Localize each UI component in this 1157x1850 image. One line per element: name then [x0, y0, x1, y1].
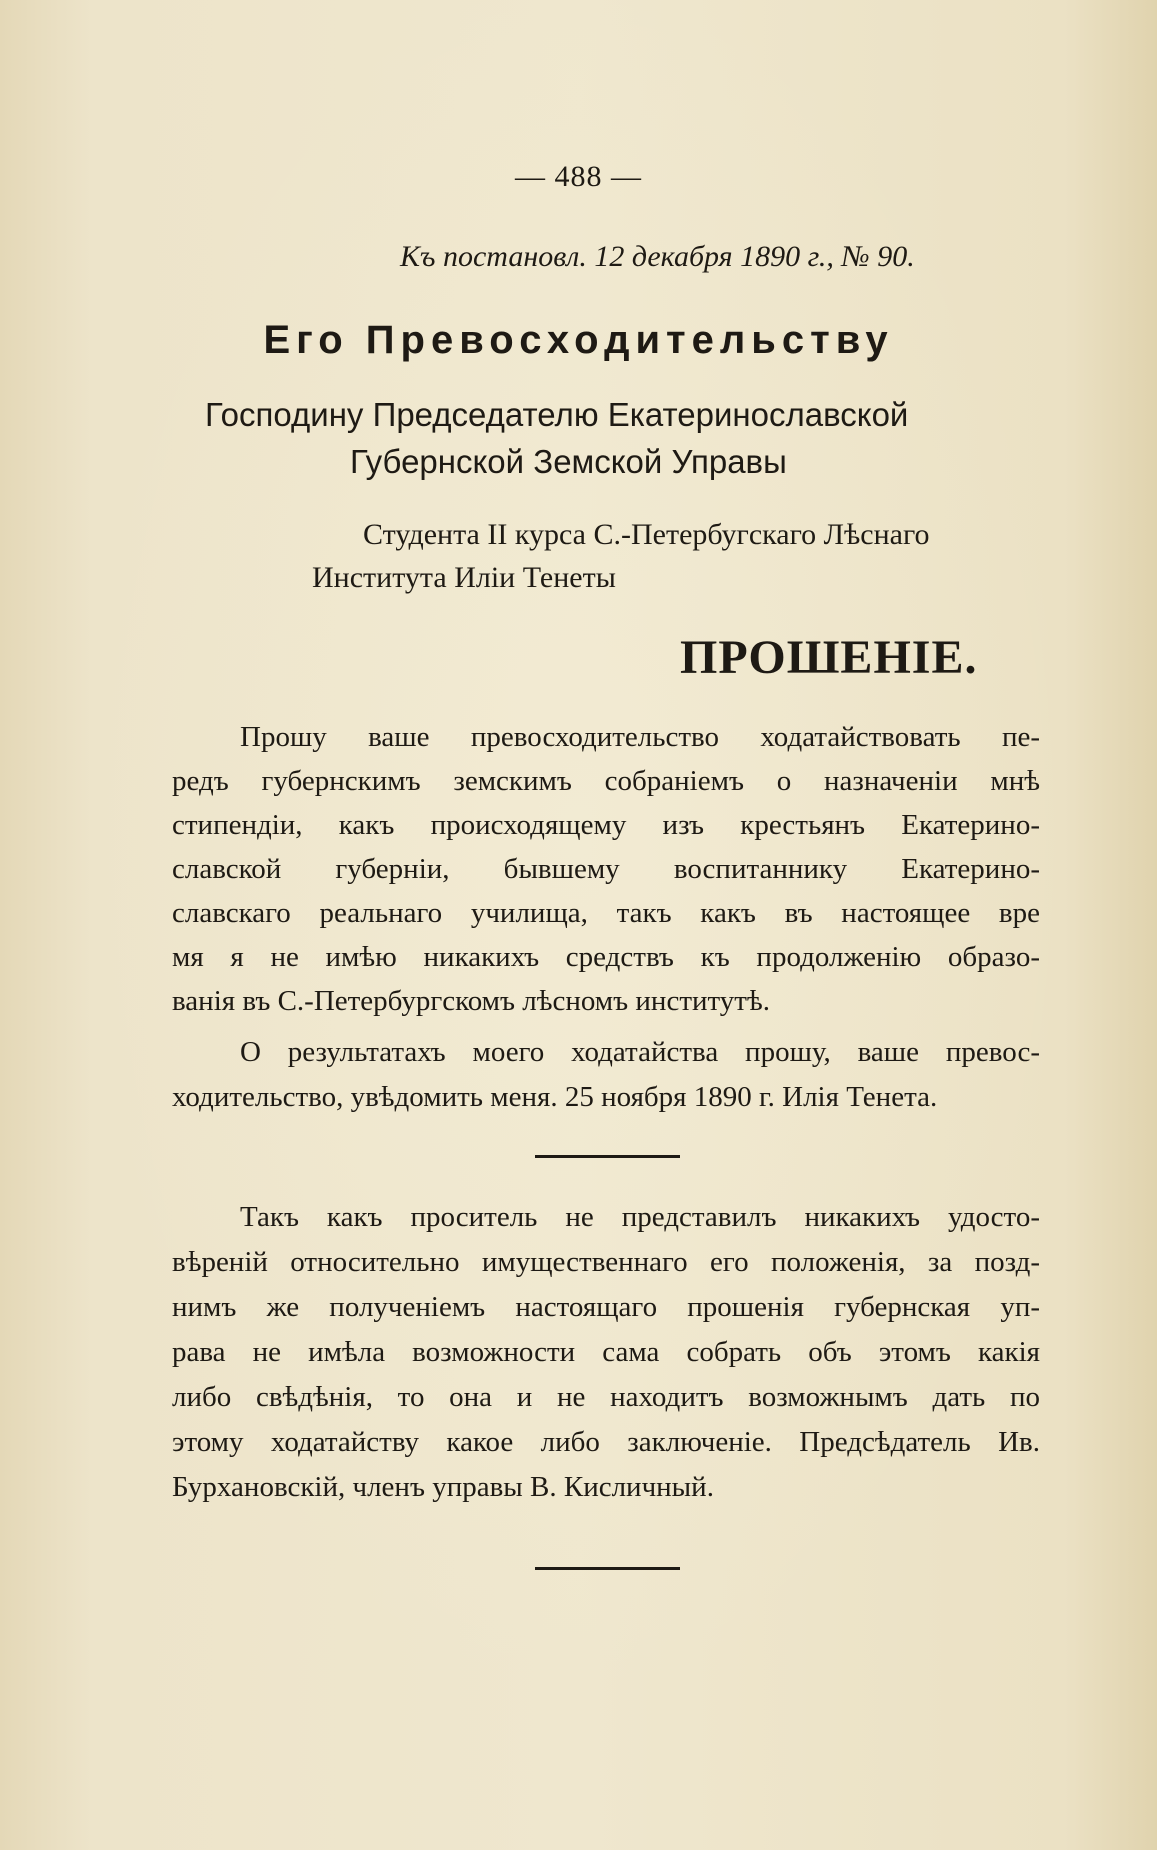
resolution-line: вѣреній относительно имущественнаго его положенія, за позд- [172, 1246, 1040, 1278]
petition-line: Прошу ваше превосходительство ходатайствовать пе- [240, 721, 1040, 753]
addressee-title: Его Превосходительству [263, 318, 894, 362]
resolution-line: Такъ какъ проситель не представилъ никакихъ удосто- [240, 1201, 1040, 1233]
sender-line: Студента II курса С.-Петербугскаго Лѣснаго [363, 518, 930, 551]
resolution-line: нимъ же полученіемъ настоящаго прошенія губернская уп- [172, 1291, 1040, 1323]
document-title: ПРОШЕНІЕ. [680, 631, 978, 684]
resolution-line: рава не имѣла возможности сама собрать объ этомъ какія [172, 1336, 1040, 1368]
petition-line: славской губерніи, бывшему воспитаннику Екатерино- [172, 853, 1040, 885]
petition-line: редъ губернскимъ земскимъ собраніемъ о назначеніи мнѣ [172, 765, 1040, 797]
section-divider [535, 1567, 680, 1570]
addressee-line: Губернской Земской Управы [350, 443, 787, 480]
sender-line: Института Иліи Тенеты [312, 561, 616, 594]
petition-line: мя я не имѣю никакихъ средствъ къ продолженію образо- [172, 941, 1040, 973]
resolution-line: либо свѣдѣнія, то она и не находитъ возможнымъ дать по [172, 1381, 1040, 1413]
petition-line: О результатахъ моего ходатайства прошу, ваше превос- [240, 1036, 1040, 1068]
resolution-reference: Къ постановл. 12 декабря 1890 г., № 90. [400, 240, 915, 273]
petition-line: ванія въ С.-Петербургскомъ лѣсномъ институтѣ. [172, 985, 770, 1017]
resolution-line: Бурхановскій, членъ управы В. Кисличный. [172, 1471, 714, 1503]
resolution-line: этому ходатайству какое либо заключеніе. Предсѣдатель Ив. [172, 1426, 1040, 1458]
section-divider [535, 1155, 680, 1158]
petition-line: ходительство, увѣдомить меня. 25 ноября 1890 г. Илія Тенета. [172, 1081, 938, 1113]
page-number: — 488 — [515, 160, 642, 193]
petition-line: славскаго реальнаго училища, такъ какъ въ настоящее вре [172, 897, 1040, 929]
petition-line: стипендіи, какъ происходящему изъ крестьянъ Екатерино- [172, 809, 1040, 841]
addressee-line: Господину Председателю Екатеринославской [205, 396, 909, 433]
